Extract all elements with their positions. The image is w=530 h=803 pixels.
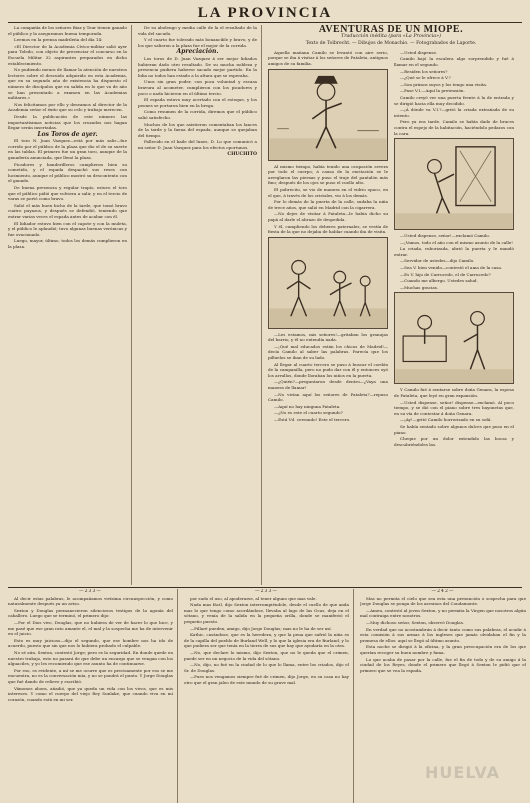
paragraph: por sudo el uso, al apoderarse, al tener alguno que mas vale. — [190, 595, 317, 601]
folletin-column-2 — [184, 589, 354, 803]
column-story — [268, 25, 514, 585]
paragraph: —¡Vamos, todo el año con el mismo asunto de la calle! — [400, 239, 513, 245]
paragraph: —Amen, contestó al joven Sexton, y no permita la Virgen que nosotros algún mal contraiga entre nosotros. — [360, 607, 526, 619]
paragraph: —Está Vd. cerrando! Este el tercero. — [274, 417, 351, 422]
masthead: LA PROVINCIA — [197, 5, 333, 21]
paragraph: Unos sin gran poder, con poca voluntad y escasa bravura al acometer, cumplieron con los picadores y poco o nada hicieron en el último tercio. — [138, 79, 257, 96]
paragraph: —Por el Dios vivo, Douglas, que no hubiera de ver de hacer lo que hice, y me pasé que ese gran rato amante el, el mal y la sospecha me ha de intervenir en el juicio. — [8, 619, 173, 637]
paragraph: —¡Qué mal educados están los chicos de Madrid!—decía Camilo al saber las palabras. Parecía que los pilluelos se iban de su lado. — [268, 343, 388, 361]
page-number: —242— — [431, 589, 455, 594]
paragraph: De su abolengo y media calle de la el resultado de la vida del sacudo. — [138, 25, 257, 36]
illustration-street-crowd — [268, 237, 388, 329]
paragraph: La criada, ruborizada, abrió la puerta y le mandó entrar. — [394, 246, 514, 257]
paragraph: No pudiendo menos de llamar la atención de nuestros lectores sobre el descuido adquirido en esta Academia, que en su segundo año de existencia ha dispuesto el número de discípulos que en salida en lo que va de año se han presentado a examen en las Academias militares.» — [8, 67, 127, 101]
folletin-column-3 — [360, 589, 530, 803]
paragraph: Salió el más buen bicho de la tarde, que tomó bravo cuatro puyazos, y después se defendió, teniendo que entrar varias veces el espada antes de acabar con él. — [8, 202, 127, 219]
paragraph: Y Camilo fué á sentarse sobre doña Genara, la esposa de Pataleta, que leyó en gran expansión. — [394, 387, 514, 399]
section-heading: Apreciación. — [176, 48, 219, 56]
paragraph: El lidiador estuvo bien con el capote y con la muleta, y el público le aplaudió; tuvo algunas buenas verónicas y fue ovacionado. — [8, 220, 127, 237]
paragraph: Esto es muy juicioso—dijo el segundo, que ese hombre nos ha ido de acuerdo, puesto que sin que nos lo hubiera probado el culpable. — [8, 637, 173, 649]
illustration-walking — [268, 69, 388, 161]
top-columns — [8, 25, 522, 585]
paragraph: Y el cuarto fue tolerado más bonancible y bravo, y de los que salieron a la plaza fue el mejor de la corrida. — [138, 37, 257, 48]
paragraph: —¡Á dónde va V.I.?—gritó la criada extrañada de su intento. — [394, 107, 514, 118]
column-1 — [8, 25, 132, 585]
paragraph: «El Director de la Academia Cívico-militar salió ayer para Toledo, con objeto de presenciar el concurso en la Escuela Militar 32 aspirantes preparados en dicho establecimiento. — [8, 43, 127, 66]
paragraph: Esta noche se dirigió á la oficina, y la gran preocupación era de los que querían recoger su buen nombre y fama. — [360, 644, 526, 655]
page-number: —233— — [255, 589, 278, 594]
story-title: AVENTURAS DE UN MÍOPE. — [318, 25, 464, 35]
folletin-columns — [8, 589, 526, 803]
paragraph: Se había sentado sobre algunos dulces que puso en el piano. — [394, 424, 514, 435]
paragraph: El pobrecito, se vio de manera en el vidrio opaco, en el que, á través de los cristales, vio á los demás. — [268, 186, 388, 198]
paragraph: El toro N. Juan Vazquez—está por más salir—fue corrido por el público de la plaza que dio el de su suerte en las tablas. El primero fue un gran toro, aunque de la ganadería anunciada, que llenó la plaza. — [8, 138, 127, 161]
paragraph: —Pase V.I.—Aquí la pretensión. — [400, 88, 465, 94]
paragraph: El espada estuvo muy acertado con el estoque, y los peones se portaron bien en la brega. — [138, 97, 257, 108]
paragraph: —Usted dispense. — [400, 49, 438, 55]
paragraph: —Cuando me albergo. Ustedes salud. — [400, 278, 478, 284]
paragraph: —¡Ay!—gritó Camilo horrorizado en su sofá. — [400, 417, 492, 423]
paragraph: —Aquí no hay ninguna Pataleta. — [274, 403, 341, 409]
paragraph: Y él, cumpliendo los deberes paternales, se vestía de fiesta de la que no dejaba de hablar cuando iba de visita. — [268, 223, 388, 235]
paragraph: Nos felicitamos por ello y deseamos al director de la Academia señor el éxito que su celo y trabajo merecen. — [8, 101, 127, 113]
paragraph: Al decir estas palabras, le acompañamos vivísima circunspección, y como naturalmente después ya un aviso. — [8, 595, 173, 607]
section-heading: Los Toros de ayer. — [37, 130, 98, 138]
paragraph: Por lo demás de la puerta de la calle, sudaba la niña de trece años, que salió en Madrid con la cigarrera. — [268, 199, 388, 210]
paragraph: Pero ya era tarde. Camilo se había dado de bruces contra el espejo de la habitación, haciéndolo pedazos con la cara. — [394, 119, 514, 136]
paragraph: —Es V. hijo de Carrucedo, el de Carrucedo? — [400, 271, 491, 277]
paragraph: Al llegar al cuarto tercero se puso á buscar el cordón de la campanilla, pero no pudo dar con él y entonces oyó los arrullos, donde lloraban los niños en la puerta. — [268, 361, 388, 378]
paragraph: —No, que declare lo mismo, dijo Sexton, que no le queda que el crimen, puede ser en un negocio de la vida del sótano. — [184, 649, 349, 661]
street-crowd-icon — [269, 238, 387, 328]
paragraph: Muchos de los que asistieron comentaban los lances de la tarde y la faena del espada, aunque se quejaban del tiempo. — [138, 121, 257, 138]
paragraph: —Servidor de ustedes—dijo Camilo. — [400, 258, 475, 264]
paragraph: En verdad que no acostumbrán á decir tanto como sus palabras, el acudir á esta comisión á sus armas á los ingleses que jamás olvidaban el fin y la promesa de ellos: aquí se llegó al último asunto. — [360, 626, 526, 643]
walking-figure-icon — [269, 70, 387, 160]
paragraph: No sé aún, Sexton, contestó Jorge; pero es la seguridad. En donde quede en nuestro trabajo, esto no pasará de que debe un encargo que se vengan con los alguaciles, y yo les recomiendo que ese asunto ha de continuarse. — [8, 649, 173, 667]
paragraph: Sexton y Douglas permanecieron silenciosos testigos de la agonía del caballero. Luego que se terminó, el primero dijo: — [8, 607, 173, 619]
archive-watermark: HUELVA — [425, 763, 500, 782]
paragraph: —No, dijo, no fué en la ciudad de lo que lo llama, entre los criados, dijo el Sr. de Douglas. — [184, 662, 349, 673]
folletin-rule — [8, 587, 522, 588]
story-byline: Texto de Tolbrecht. — Dibujos de Monachio. — Fotograbados de Laporte. — [305, 41, 477, 47]
paragraph: —Les estamos, mis señores!—gritaban los granujas del barrio, y él no entendía nada. — [268, 331, 388, 343]
paragraph: —Usted dispense, señor! dispense—exclamó. Al poco tiempo, y se dió con el piano sobre tres bayonetas que, en su vía de contestar á doña Genara. — [394, 399, 514, 416]
signature: CHUCHITO — [227, 152, 257, 158]
paragraph: Mas no permita el cielo que sea esta una presunción o sospecha para que Jorge Douglas se ponga de los asesinos del Condamonte. — [360, 595, 526, 607]
folletin-column-1 — [8, 589, 178, 803]
paragraph: Kathic, casándose, que es la heredera, y que la pena que sufrió la niña es de la capilla del pueblo de Burland Well, y lo que la iglesia era de Burland, y lo que pudiera ser que tenía en la tierra de sus que hay que ayudaría en la otra. — [184, 632, 349, 649]
paragraph: Picadores y banderilleros cumplieron bien su cometido, y el espada despachó sus reses con lucimiento, aunque el público mostró su descontento con el ganado. — [8, 161, 127, 184]
paragraph: —Muchas gracias. — [400, 284, 439, 290]
paragraph: —¿No es este el cuarto segundo? — [274, 410, 343, 416]
paragraph: —No dejes de visitar á Pataleta—le había dicho su papá al darle el abrazo de despedida. — [268, 211, 388, 222]
paragraph: Leemos en la prensa madrileña del día 14: — [14, 37, 103, 43]
paragraph: Vámonos ahora, añadió, que ya queda un vida con los vivos, que es mis intereses. Y como el cuerpo del viejo Rey Sunlake, que cuando viva en mi corazón, cuando está en mi ser. — [8, 685, 173, 702]
paragraph: —Sea V. bien venido—contestó el ama de la casa. — [400, 265, 503, 271]
story-subcolumns — [268, 50, 514, 449]
page-number: —233— — [79, 589, 102, 594]
paragraph: Nada mas fácil, dijo Sexton interrumpiéndole, desde el cuello de que anda mas lo que tengo como acordándose, llevaba al lago de las Ocas, deja en el sótano, y venía de la salida en la pequeña orilla, donde se manifestó el pequeño puesto. — [184, 602, 349, 624]
paragraph: Como resumen de la corrida, diremos que el público salió satisfecho. — [138, 109, 257, 120]
paragraph: Luego, mayor, último, todos los demás cumplieron en la plaza. — [8, 238, 127, 249]
story-subtitle: Traducción inédita (para «La Provincia») — [341, 33, 441, 39]
paragraph: Los toros de D. Juan Vazquez á ser mejor lidiados hubieran dado otro resultado. De su mucha nobleza y presencia pudiera haberse sacado mejor partido. En la lidia no todos han estado a la altura que se esperaba. — [138, 55, 257, 78]
paragraph: Aquella mañana Camilo se levantó con aire serio, porque se iba á visitar á los señores de Pataleta, antiguos amigos de su familia. — [268, 49, 388, 66]
paragraph: —Residen los señores? — [400, 68, 448, 74]
paragraph: Al mismo tiempo, había tenido una ocupación severa por todo el cuerpo; á causa de la excitación se le arreglaron las piernas y puso el traje del pantalón más fino; después de los ojos se puso el cuello alto. — [268, 163, 388, 186]
paragraph: —Usted dispense, señor!—exclamó Camilo. — [400, 233, 490, 239]
mirror-scene-icon — [395, 139, 513, 229]
story-right — [394, 50, 514, 449]
paragraph: —¿Qué se le ofrece á V.? — [400, 75, 451, 81]
paragraph: —Pillaré pueden, amigo, dijo Jorge Douglas; mas no le ha de ser así. — [190, 625, 332, 631]
paragraph: —Pues nos vengamos siempre fué de crimen, dijo Jorge, en su casa no hay otro que el gran jaleo de este mundo de su grave mal. — [184, 674, 349, 685]
paragraph: Camilo bajó la escalera algo sorprendido y fué á llamar en el segundo. — [394, 56, 514, 67]
paragraph: —No vivían aquí los señores de Pataleta?—repuso Camilo. — [268, 391, 388, 403]
paragraph: —¿Quién?—preguntaron desde dentro—¿Vaya una manera de llamar! — [268, 379, 388, 391]
paragraph: Por eso, es evidente, a mí se me ocurre que es precisamente por eso se me encuentra, no es la conversación mía, y no se pondrá el punto. Y Jorge Douglas que fué dando de relieve y escribió. — [8, 667, 173, 684]
paragraph: —Son primos suyos y los tengo una visita. — [400, 81, 488, 87]
illustration-mirror — [394, 138, 514, 230]
story-left — [268, 50, 388, 449]
paragraph: Cheque por un dolor extendido las bocas y descubriéndoles las. — [394, 436, 514, 447]
paragraph: Lo que acaba de pasar por la calle, fue el fin de todo y de su amigo á la ciudad de los Reyes, donde el primero que llegó á Sexton le pidió que el primero que se vea la espada. — [360, 656, 526, 673]
masthead-rule — [8, 22, 522, 23]
paragraph: —Muy dichoso señor, Sexton, observó Douglas. — [366, 619, 465, 625]
paragraph: La compañía de los señores Biaz y Tour tienen ganado el público y la aseguramos buena temporada. — [8, 25, 127, 36]
column-2 — [138, 25, 262, 585]
paragraph: Fallecido en el baile del lunes, D. Lo que comunicó a mi señor D. Juan Vazquez para los efectos oportunos. — [138, 139, 257, 150]
paragraph: Desde la publicación de este número las importantísimas noticias que los cruzados nos hagan llegar serán insertadas. — [8, 113, 127, 131]
illustration-parlour — [394, 292, 514, 384]
parlour-scene-icon — [395, 293, 513, 383]
paragraph: De buena presencia y regular trapío, estuvo el toro que el público pidió que volviera a salir, y en el tercio de varas se portó como bravo. — [8, 185, 127, 202]
paragraph: Camilo creyó ver una puerta frente á la de entrada y se dirigió hacia ella muy decidido. — [394, 94, 514, 106]
